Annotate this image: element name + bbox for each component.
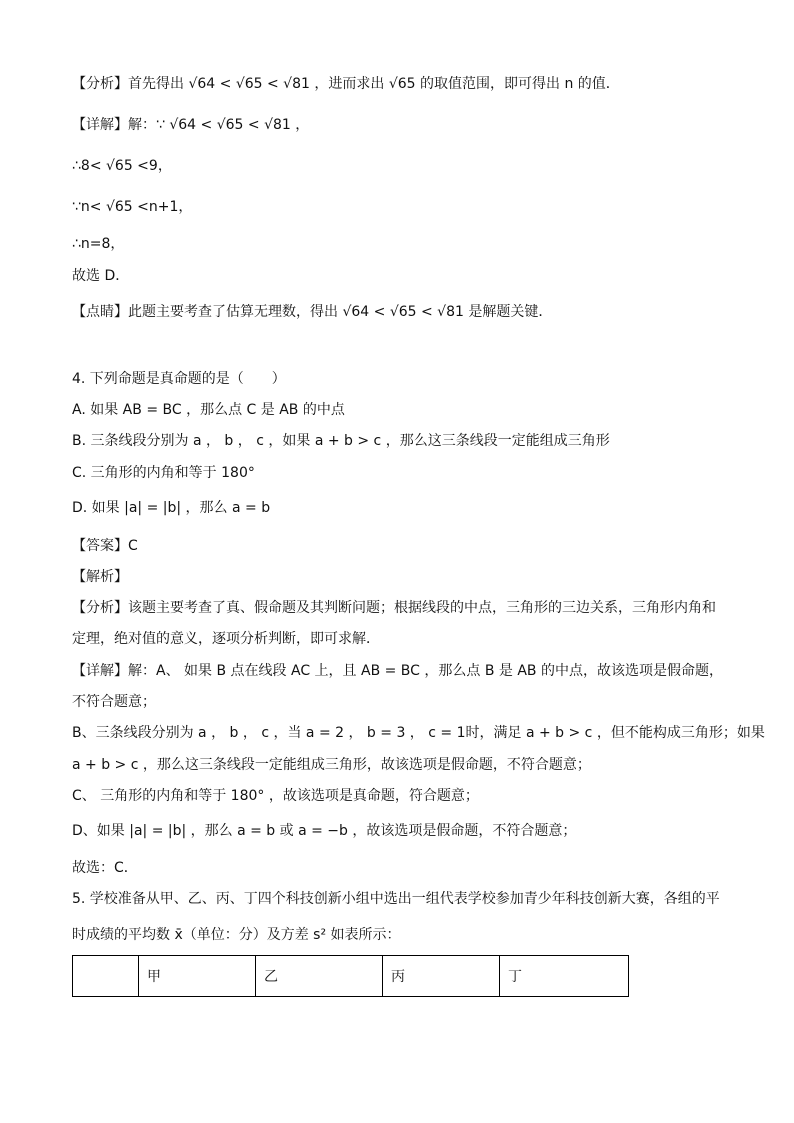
score-table — [72, 955, 629, 997]
q4-detail-a-2: 不符合题意； — [72, 694, 156, 710]
solution-step-3: ∴n=8， — [72, 236, 125, 252]
option-a: A. 如果 AB = BC ，那么点 C 是 AB 的中点 — [72, 402, 345, 418]
table-row — [73, 956, 629, 997]
q4-detail-b-2: a + b > c ，那么这三条线段一定能组成三角形，故该选项是假命题，不符合题意； — [72, 757, 591, 773]
q4-detail-b-1: B、三条线段分别为 a ， b ， c ，当 a = 2 ， b = 3 ， c = 1时，满足 a + b > c ，但不能构成三角形；如果 — [72, 725, 765, 741]
table-cell: 乙 — [256, 956, 383, 997]
q4-analysis-line-2: 定理，绝对值的意义，逐项分析判断，即可求解． — [72, 631, 380, 647]
q4-detail-d: D、如果 |a| = |b| ，那么 a = b 或 a = −b ，故该选项是假命题，不符合题意； — [72, 823, 577, 839]
solution-line: 【详解】解：∵ √64 < √65 < √81 ， — [72, 117, 310, 133]
solution-step-2: ∵n< √65 <n+1， — [72, 199, 193, 215]
q4-detail-c: C、 三角形的内角和等于 180° ，故该选项是真命题，符合题意； — [72, 788, 479, 804]
analysis-line: 【分析】首先得出 √64 < √65 < √81 ，进而求出 √65 的取值范围，即可得出 n 的值． — [72, 76, 620, 92]
table-cell: 丙 — [383, 956, 500, 997]
table-cell: 甲 — [139, 956, 256, 997]
answer-label: 【答案】C — [72, 538, 138, 554]
option-c: C. 三角形的内角和等于 180° — [72, 465, 255, 481]
choice-d-line: 故选 D． — [72, 268, 130, 284]
table-cell: 丁 — [500, 956, 629, 997]
comment-line: 【点睛】此题主要考查了估算无理数，得出 √64 < √65 < √81 是解题关键． — [72, 304, 553, 320]
question-4-title: 4. 下列命题是真命题的是（ ） — [72, 371, 286, 387]
table-cell — [73, 956, 139, 997]
q4-analysis-line-1: 【分析】该题主要考查了真、假命题及其判断问题；根据线段的中点，三角形的三边关系，三角形内角和 — [72, 600, 716, 616]
option-b: B. 三条线段分别为 a ， b ， c ，如果 a + b > c ，那么这三条线段一定能组成三角形 — [72, 433, 610, 449]
q4-conclusion: 故选：C． — [72, 860, 138, 876]
solution-step-1: ∴8< √65 <9， — [72, 158, 172, 174]
option-d: D. 如果 |a| = |b| ，那么 a = b — [72, 500, 271, 516]
explanation-label: 【解析】 — [72, 569, 128, 585]
q4-detail-a-1: 【详解】解：A、 如果 B 点在线段 AC 上，且 AB = BC ，那么点 B 是 AB 的中点，故该选项是假命题， — [72, 663, 723, 679]
question-5-line-1: 5. 学校准备从甲、乙、丙、丁四个科技创新小组中选出一组代表学校参加青少年科技创新大赛，各组的平 — [72, 891, 720, 907]
question-5-line-2: 时成绩的平均数 x̄（单位：分）及方差 s² 如表所示： — [72, 927, 401, 943]
